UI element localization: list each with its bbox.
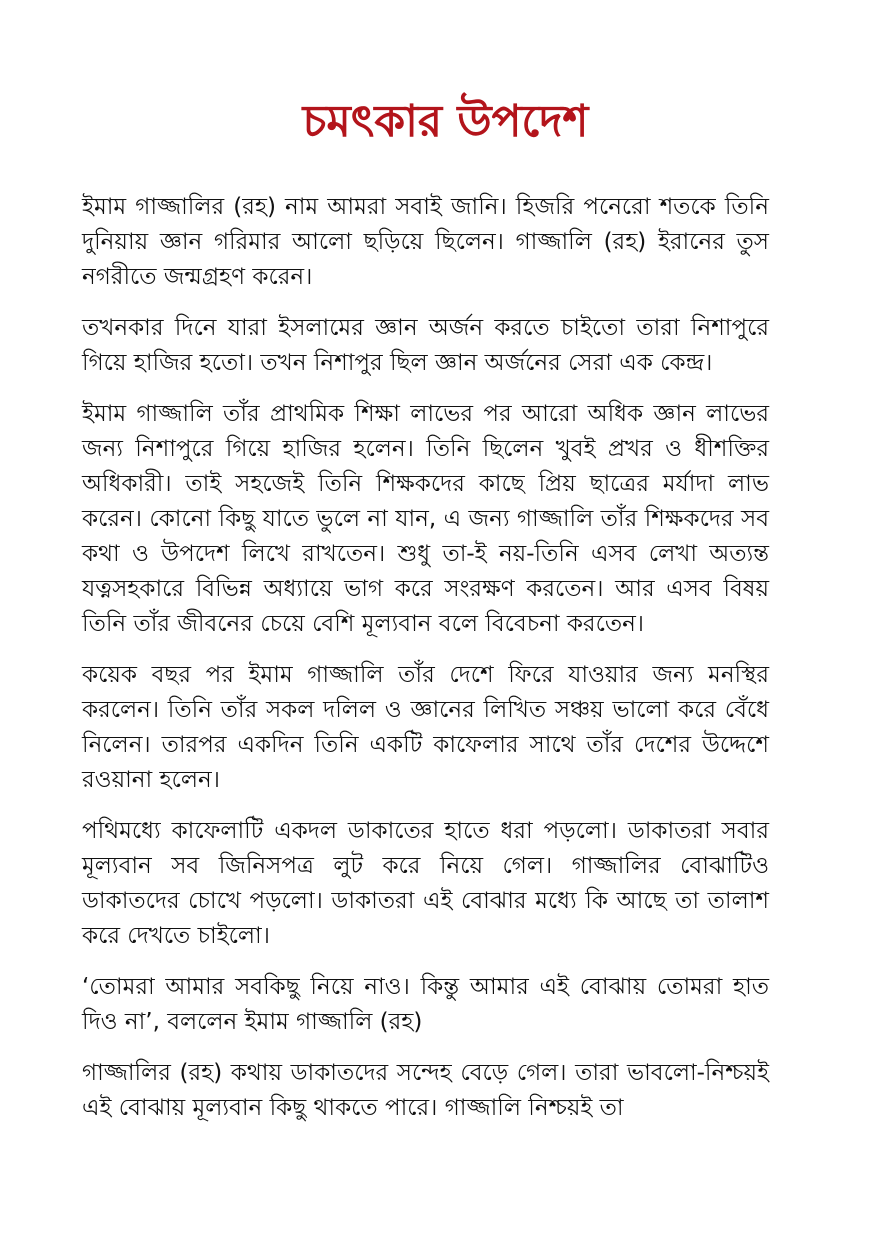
- paragraph-text: তখনকার দিনে যারা ইসলামের জ্ঞান অর্জন করতে চাইতো তারা নিশাপুরে গিয়ে হাজির হতো। তখন নিশাপুর ছিল জ্ঞান অর্জনের সেরা এক কেন্দ্র।: [82, 315, 769, 376]
- paragraph-text: ইমাম গাজ্জালি তাঁর প্রাথমিক শিক্ষা লাভের পর আরো অধিক জ্ঞান লাভের জন্য নিশাপুরে গিয়ে হাজির হলেন। তিনি ছিলেন খুবই প্রখর ও ধীশক্তির অধিকারী। তাই সহজেই তিনি শিক্ষকদের কাছে প্রিয় ছাত্রের মর্যাদা লাভ করেন। কোনো কিছু যাতে ভুলে না যান, এ জন্য গাজ্জালি তাঁর শিক্ষকদের সব কথা ও উপদেশ লিখে রাখতেন। শুধু তা-ই নয়-তিনি এসব লেখা অত্যন্ত যত্নসহকারে বিভিন্ন অধ্যায়ে ভাগ করে সংরক্ষণ করতেন। আর এসব বিষয় তিনি তাঁর জীবনের চেয়ে বেশি মূল্যবান বলে বিবেচনা করতেন।: [82, 401, 769, 637]
- paragraph-5: [82, 814, 769, 954]
- page-title: চমৎকার উপদেশ: [302, 96, 589, 147]
- paragraph-text: পথিমধ্যে কাফেলাটি একদল ডাকাতের হাতে ধরা পড়লো। ডাকাতরা সবার মূল্যবান সব জিনিসপত্র লুট করে নিয়ে গেল। গাজ্জালির বোঝাটিও ডাকাতদের চোখে পড়লো। ডাকাতরা এই বোঝার মধ্যে কি আছে তা তালাশ করে দেখতে চাইলো।: [82, 818, 769, 949]
- paragraph-1: [82, 190, 769, 295]
- paragraph-3: [82, 397, 769, 642]
- paragraph-2: [82, 311, 769, 381]
- paragraph-text: গাজ্জালির (রহ) কথায় ডাকাতদের সন্দেহ বেড়ে গেল। তারা ভাবলো-নিশ্চয়ই এই বোঝায় মূল্যবান কিছু থাকতে পারে। গাজ্জালি নিশ্চয়ই তা: [82, 1060, 769, 1121]
- paragraph-text: কয়েক বছর পর ইমাম গাজ্জালি তাঁর দেশে ফিরে যাওয়ার জন্য মনস্থির করলেন। তিনি তাঁর সকল দলিল ও জ্ঞানের লিখিত সঞ্চয় ভালো করে বেঁধে নিলেন। তারপর একদিন তিনি একটি কাফেলার সাথে তাঁর দেশের উদ্দেশে রওয়ানা হলেন।: [82, 662, 769, 793]
- paragraph-text: ‘তোমরা আমার সবকিছু নিয়ে নাও। কিন্তু আমার এই বোঝায় তোমরা হাত দিও না’, বললেন ইমাম গাজ্জালি (রহ): [82, 974, 769, 1035]
- paragraph-6: [82, 970, 769, 1040]
- paragraph-7: [82, 1056, 769, 1126]
- paragraph-4: [82, 658, 769, 798]
- paragraph-text: ইমাম গাজ্জালির (রহ) নাম আমরা সবাই জানি। হিজরি পনেরো শতকে তিনি দুনিয়ায় জ্ঞান গরিমার আলো ছড়িয়ে ছিলেন। গাজ্জালি (রহ) ইরানের তুস নগরীতে জন্মগ্রহণ করেন।: [82, 194, 769, 290]
